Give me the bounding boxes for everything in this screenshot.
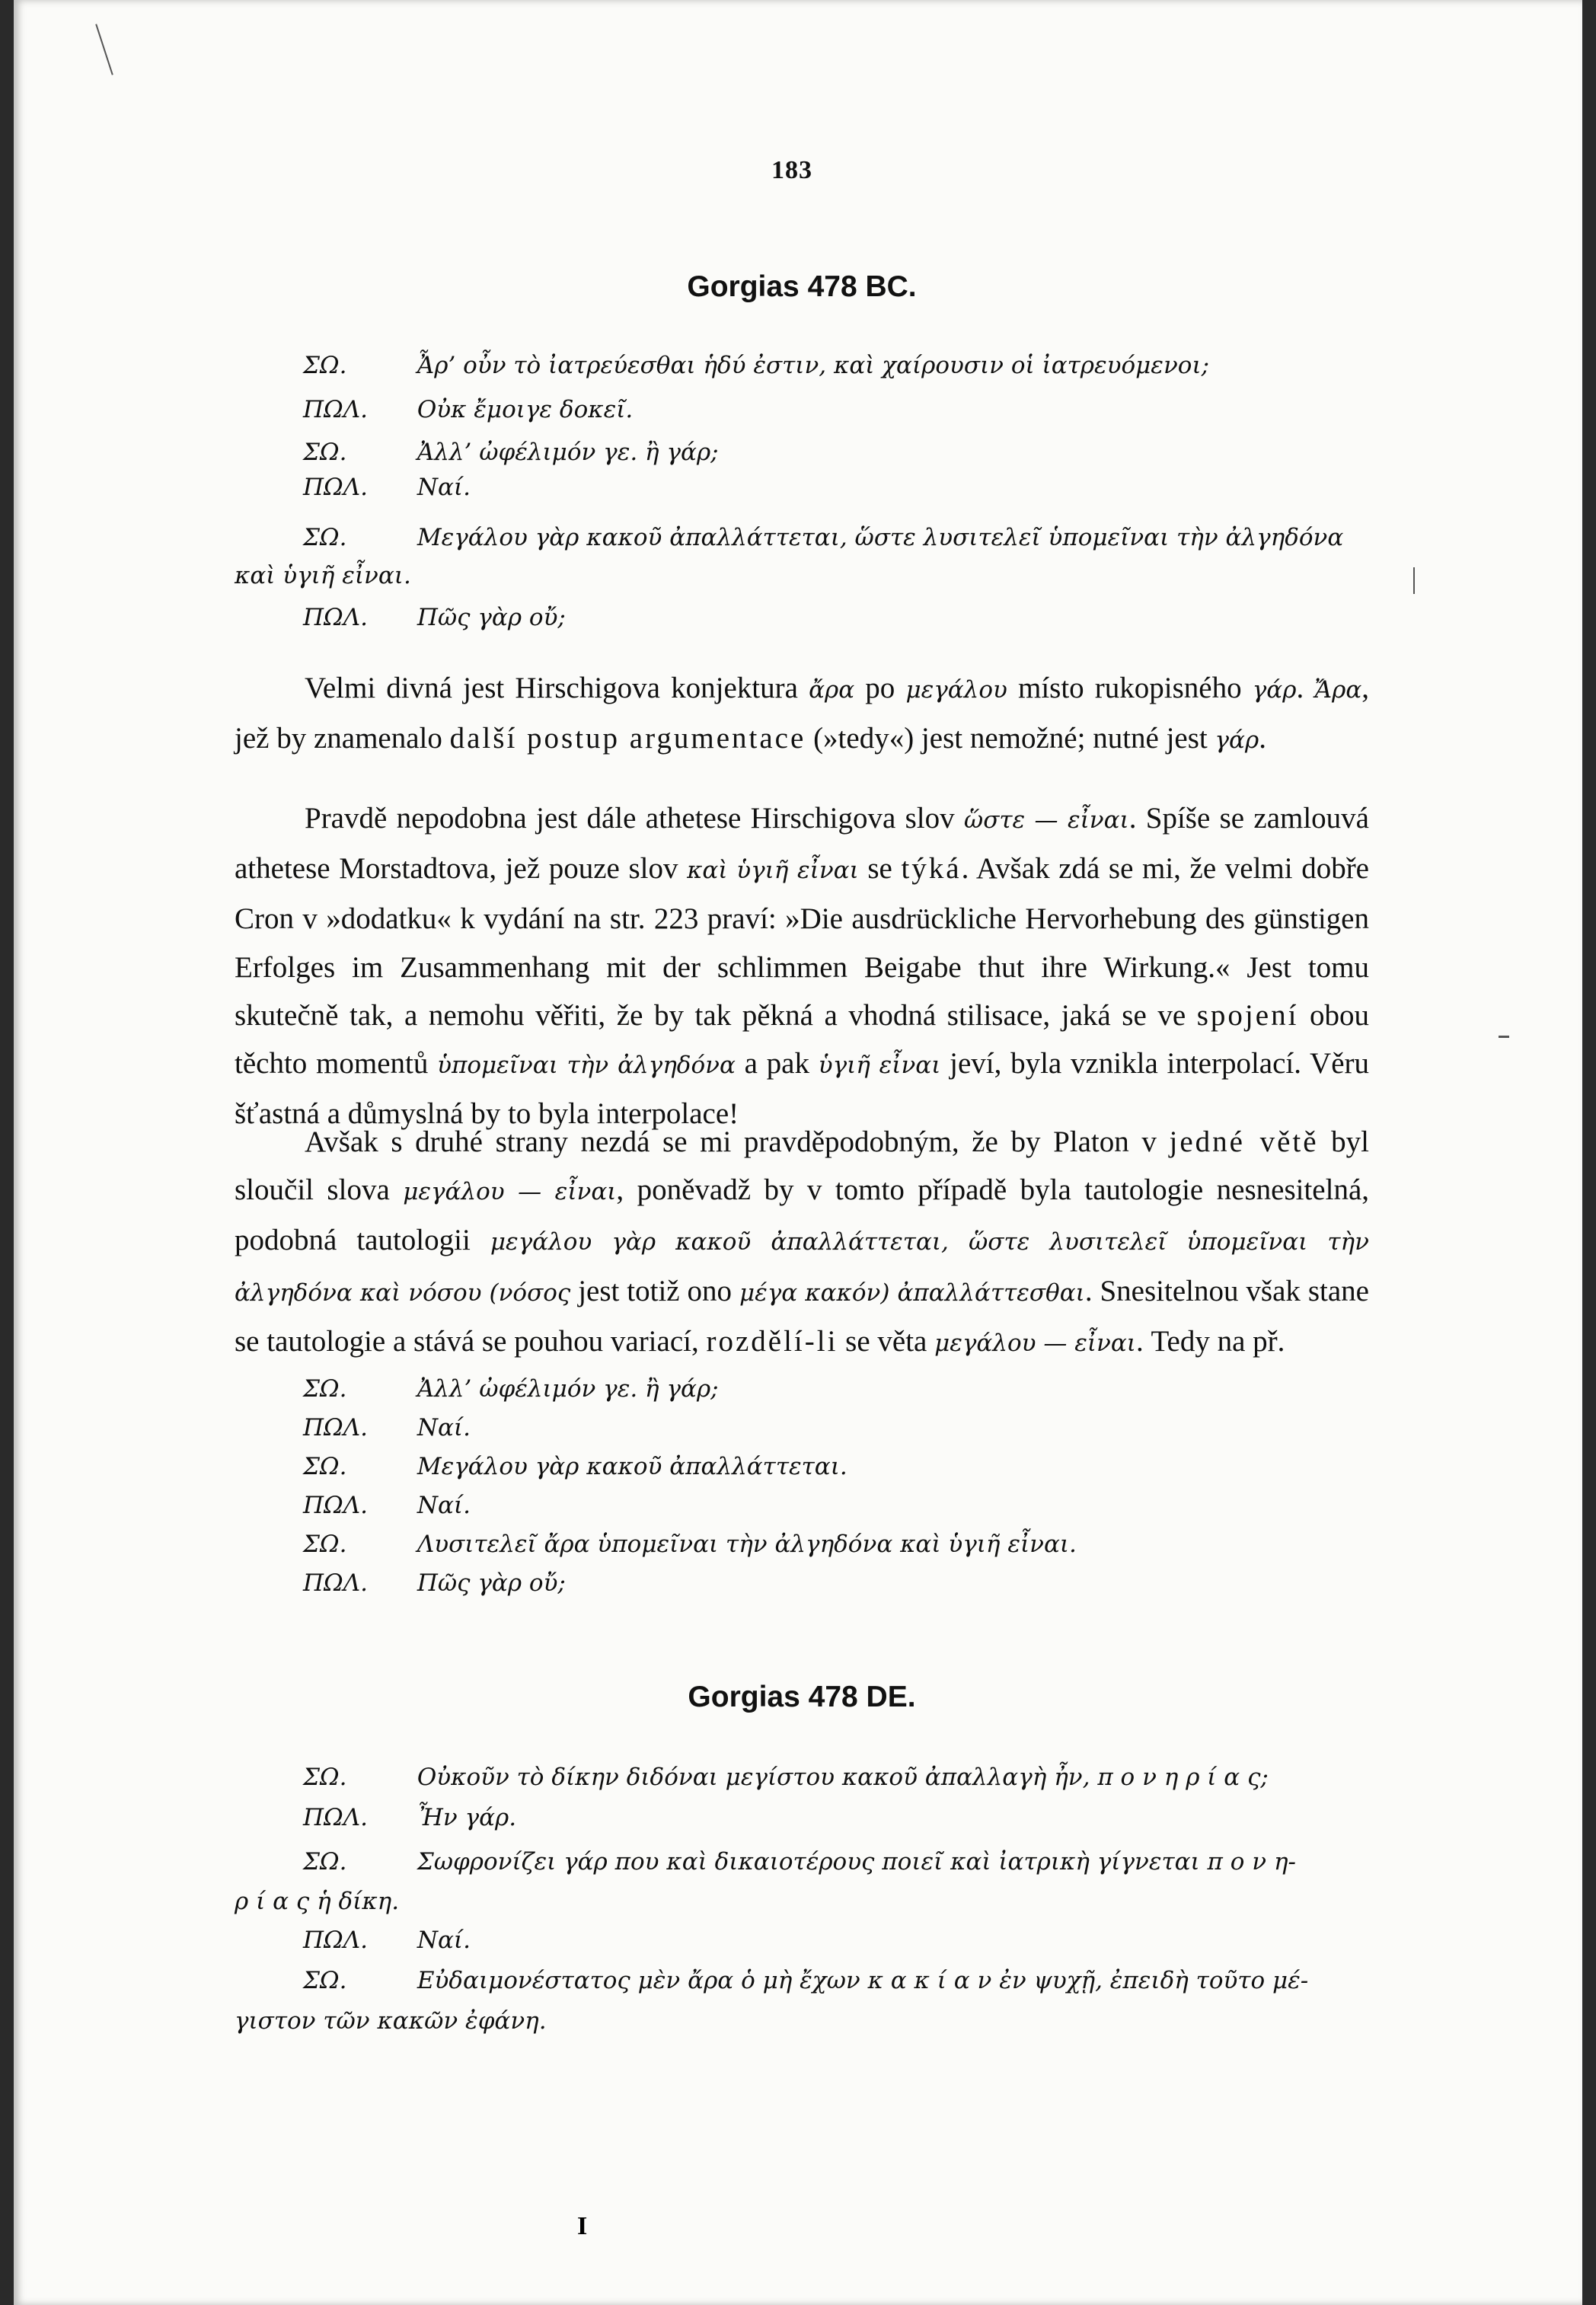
text: , jež by znamenalo: [235, 672, 1370, 755]
example-line: [303, 1492, 471, 1519]
dialogue-line: [303, 439, 719, 466]
speaker: ΣΩ.: [303, 1848, 347, 1876]
text: , poněvadž by v tomto případě byla tautologie nesnesitelná, podobná tautologii: [235, 1173, 1369, 1257]
commentary-paragraph-1: [235, 664, 1369, 765]
dialogue-line: [303, 1764, 1269, 1791]
scanned-page: [14, 0, 1582, 2305]
speaker: ΠΩΛ.: [303, 1492, 368, 1519]
text: a pak: [735, 1047, 819, 1081]
scan-mark-dash: [1499, 1036, 1509, 1038]
greek-inline: μεγάλου: [905, 676, 1007, 704]
greek-text: Πῶς γὰρ οὔ;: [417, 604, 566, 631]
dialogue-line: [303, 1927, 471, 1954]
dialogue-line-continuation: [235, 1888, 399, 1915]
dialogue-line: [303, 604, 566, 631]
section-title-2: Gorgias 478 DE.: [688, 1681, 916, 1713]
greek-text: Ἀλλ’ ὠφέλιμόν γε. ἢ γάρ;: [417, 439, 719, 466]
greek-inline: μέγα κακόν) ἀπαλλάττεσθαι: [739, 1279, 1085, 1307]
text: .: [1259, 722, 1266, 755]
text: jeví, byla vznikla interpolací. Věru šťastná a důmyslná by to byla interpolace!: [235, 1047, 1370, 1131]
spaced-text: další postup argumentace: [449, 722, 806, 755]
spaced-text: rozdělí-li: [706, 1324, 838, 1358]
speaker: ΣΩ.: [303, 439, 347, 466]
speaker: ΣΩ.: [303, 1531, 347, 1558]
dialogue-line-continuation: [235, 2007, 547, 2035]
text: . Avšak zdá se mi, že velmi dobře Cron v »dodatku« k vydání na str. 223 praví: »Die ausdrückliche Hervorhebung des günstigen Erfolges im Zusammenhang mit der schlimmen Beigabe thut ihre Wirkung.« Jest tomu skutečně tak, a nemohu věřiti, že by tak pěkná a vhodná stilisace, jaká se ve: [235, 852, 1369, 1032]
greek-inline: ὥστε — εἶναι: [963, 806, 1129, 834]
greek-text: γιστον τῶν κακῶν ἐφάνη.: [235, 2007, 547, 2035]
greek-text: Μεγάλου γὰρ κακοῦ ἀπαλλάττεται, ὥστε λυσιτελεῖ ὑπομεῖναι τὴν ἀλγηδόνα: [417, 524, 1344, 551]
greek-text: ρ ί α ς ἡ δίκη.: [235, 1888, 400, 1915]
speaker: ΣΩ.: [303, 1375, 347, 1403]
speaker: ΠΩΛ.: [303, 1569, 368, 1597]
dialogue-line: [303, 1804, 516, 1831]
greek-inline: μεγάλου γὰρ κακοῦ ἀπαλλάττεται, ὥστε λυσιτελεῖ ὑπομεῖναι τὴν ἀλγηδόνα καὶ νόσου (νόσος: [235, 1228, 1369, 1307]
greek-text: Ναί.: [417, 474, 471, 501]
text: byl sloučil slova: [235, 1125, 1369, 1207]
speaker: ΣΩ.: [303, 1967, 347, 1994]
greek-inline: γάρ: [1252, 676, 1297, 704]
example-line: [303, 1569, 566, 1597]
greek-text: Σωφρονίζει γάρ που καὶ δικαιοτέρους ποιεῖ καὶ ἰατρικὴ γίγνεται π ο ν η-: [417, 1848, 1297, 1876]
greek-inline: ὑγιῆ εἶναι: [818, 1052, 941, 1080]
speaker: ΣΩ.: [303, 1764, 347, 1791]
example-line: [303, 1531, 1077, 1558]
text: obou těchto momentů: [235, 998, 1370, 1081]
example-line: [303, 1453, 847, 1480]
dialogue-line: [303, 396, 633, 423]
dialogue-line-continuation: [235, 562, 411, 589]
example-line: [303, 1375, 719, 1403]
speaker: ΠΩΛ.: [303, 1414, 368, 1441]
text: Pravdě nepodobna jest dále athetese Hirschigova slov: [305, 802, 964, 835]
greek-inline: ὑπομεῖναι τὴν ἀλγηδόνα: [437, 1052, 736, 1080]
text: .: [1296, 672, 1315, 704]
greek-text: Ναί.: [417, 1414, 471, 1441]
greek-text: Ναί.: [417, 1927, 471, 1954]
greek-text: Οὐκοῦν τὸ δίκην διδόναι μεγίστου κακοῦ ἀπαλλαγὴ ἦν, π ο ν η ρ ί α ς;: [417, 1764, 1269, 1791]
commentary-paragraph-2: [235, 794, 1369, 1138]
example-line: [303, 1414, 471, 1441]
greek-text: Οὐκ ἔμοιγε δοκεῖ.: [417, 396, 634, 423]
speaker: ΣΩ.: [303, 352, 347, 379]
scan-mark-top-left: [95, 24, 113, 75]
commentary-paragraph-3: [235, 1118, 1369, 1368]
text: místo rukopisného: [1007, 672, 1253, 704]
spaced-text: spojení: [1196, 998, 1299, 1032]
text: . Spíše se zamlouvá athetese Morstadtova, jež pouze slov: [235, 802, 1369, 886]
scan-mark-right: [1413, 567, 1415, 594]
speaker: ΠΩΛ.: [303, 604, 368, 631]
signature-mark: I: [577, 2212, 588, 2240]
text: po: [854, 672, 906, 704]
greek-text: Εὐδαιμονέστατος μὲν ἄρα ὁ μὴ ἔχων κ α κ ί α ν ἐν ψυχῇ, ἐπειδὴ τοῦτο μέ-: [417, 1967, 1309, 1994]
section-title-1: Gorgias 478 BC.: [687, 270, 917, 303]
text: jest totiž ono: [570, 1274, 739, 1307]
greek-text: Μεγάλου γὰρ κακοῦ ἀπαλλάττεται.: [417, 1453, 847, 1480]
greek-inline: ἄρα: [809, 676, 855, 704]
greek-text: Λυσιτελεῖ ἄρα ὑπομεῖναι τὴν ἀλγηδόνα καὶ ὑγιῆ εἶναι.: [417, 1531, 1077, 1558]
speaker: ΣΩ.: [303, 524, 347, 551]
text: Avšak s druhé strany nezdá se mi pravděpodobným, že by Platon v: [305, 1125, 1170, 1158]
spaced-text: týká: [901, 852, 962, 886]
text: Velmi divná jest Hirschigova konjektura: [305, 672, 809, 704]
text: se: [858, 852, 902, 886]
page-number: 183: [771, 156, 812, 184]
spaced-text: jedné větě: [1169, 1125, 1319, 1158]
dialogue-line: [303, 1967, 1308, 1994]
text: se věta: [838, 1324, 935, 1358]
greek-inline: Ἄρα: [1314, 676, 1362, 704]
greek-text: Ἀλλ’ ὠφέλιμόν γε. ἢ γάρ;: [417, 1375, 719, 1403]
greek-inline: γάρ: [1215, 726, 1259, 755]
dialogue-line: [303, 1848, 1296, 1876]
text: (»tedy«) jest nemožné; nutné jest: [806, 722, 1215, 755]
greek-text: Ἆρ’ οὖν τὸ ἰατρεύεσθαι ἡδύ ἐστιν, καὶ χαίρουσιν οἱ ἰατρευόμενοι;: [417, 352, 1210, 379]
greek-inline: μεγάλου — εἶναι: [934, 1329, 1136, 1357]
dialogue-line: [303, 474, 471, 501]
dialogue-line: [303, 352, 1209, 379]
text: . Snesitelnou však stane se tautologie a stává se pouhou variací,: [235, 1274, 1369, 1358]
speaker: ΣΩ.: [303, 1453, 347, 1480]
speaker: ΠΩΛ.: [303, 474, 368, 501]
dialogue-line: [303, 524, 1343, 551]
greek-inline: μεγάλου — εἶναι: [403, 1178, 617, 1206]
greek-text: Ἦν γάρ.: [417, 1804, 517, 1831]
speaker: ΠΩΛ.: [303, 1804, 368, 1831]
greek-text: Πῶς γὰρ οὔ;: [417, 1569, 566, 1597]
greek-inline: καὶ ὑγιῆ εἶναι: [687, 857, 859, 885]
text: . Tedy na př.: [1135, 1324, 1285, 1358]
greek-text: καὶ ὑγιῆ εἶναι.: [235, 562, 411, 589]
speaker: ΠΩΛ.: [303, 396, 368, 423]
greek-text: Ναί.: [417, 1492, 471, 1519]
speaker: ΠΩΛ.: [303, 1927, 368, 1954]
